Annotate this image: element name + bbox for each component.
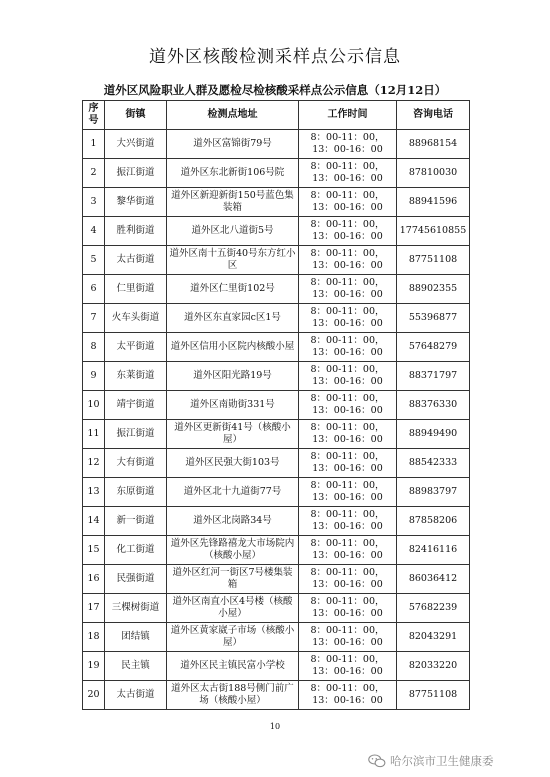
table-row bbox=[83, 623, 470, 652]
row-address: 道外区南勋街331号 bbox=[167, 391, 299, 420]
row-street: 太平街道 bbox=[105, 333, 167, 362]
row-index: 14 bbox=[83, 507, 105, 536]
row-street: 大有街道 bbox=[105, 449, 167, 478]
row-street: 火车头街道 bbox=[105, 304, 167, 333]
row-street: 振江街道 bbox=[105, 420, 167, 449]
header-hours: 工作时间 bbox=[299, 101, 397, 130]
table-row bbox=[83, 362, 470, 391]
row-phone: 88968154 bbox=[397, 130, 470, 159]
table-row bbox=[83, 507, 470, 536]
row-index: 9 bbox=[83, 362, 105, 391]
page-title: 道外区核酸检测采样点公示信息 bbox=[149, 47, 401, 67]
row-index: 10 bbox=[83, 391, 105, 420]
row-address: 道外区民主镇民富小学校 bbox=[167, 652, 299, 681]
table-row bbox=[83, 304, 470, 333]
row-index: 11 bbox=[83, 420, 105, 449]
table-row bbox=[83, 478, 470, 507]
row-address: 道外区更新街41号（核酸小屋） bbox=[167, 420, 299, 449]
row-address: 道外区新迎新街150号蓝色集装箱 bbox=[167, 188, 299, 217]
watermark bbox=[368, 750, 550, 772]
row-hours: 8：00-11：00， 13：00-16：00 bbox=[299, 478, 397, 507]
row-street: 胜利街道 bbox=[105, 217, 167, 246]
row-hours: 8：00-11：00， 13：00-16：00 bbox=[299, 420, 397, 449]
row-address: 道外区阳光路19号 bbox=[167, 362, 299, 391]
row-hours: 8：00-11：00， 13：00-16：00 bbox=[299, 362, 397, 391]
row-street: 大兴街道 bbox=[105, 130, 167, 159]
table-subtitle: 道外区风险职业人群及愿检尽检核酸采样点公示信息（12月12日） bbox=[103, 83, 447, 97]
row-address: 道外区南直小区4号楼（核酸小屋） bbox=[167, 594, 299, 623]
row-address: 道外区民强大街103号 bbox=[167, 449, 299, 478]
row-index: 8 bbox=[83, 333, 105, 362]
row-address: 道外区东北新街106号院 bbox=[167, 159, 299, 188]
row-address: 道外区北十九道街77号 bbox=[167, 478, 299, 507]
row-hours: 8：00-11：00， 13：00-16：00 bbox=[299, 217, 397, 246]
row-street: 新一街道 bbox=[105, 507, 167, 536]
row-phone: 88371797 bbox=[397, 362, 470, 391]
row-hours: 8：00-11：00， 13：00-16：00 bbox=[299, 246, 397, 275]
row-street: 靖宇街道 bbox=[105, 391, 167, 420]
row-phone: 88941596 bbox=[397, 188, 470, 217]
row-phone: 82043291 bbox=[397, 623, 470, 652]
table-row bbox=[83, 681, 470, 710]
row-street: 太古街道 bbox=[105, 681, 167, 710]
row-hours: 8：00-11：00， 13：00-16：00 bbox=[299, 333, 397, 362]
row-hours: 8：00-11：00， 13：00-16：00 bbox=[299, 449, 397, 478]
row-phone: 87751108 bbox=[397, 246, 470, 275]
table-row bbox=[83, 217, 470, 246]
row-index: 3 bbox=[83, 188, 105, 217]
row-address: 道外区富锦街79号 bbox=[167, 130, 299, 159]
row-address: 道外区黄家崴子市场（核酸小屋） bbox=[167, 623, 299, 652]
row-index: 6 bbox=[83, 275, 105, 304]
row-index: 20 bbox=[83, 681, 105, 710]
row-index: 19 bbox=[83, 652, 105, 681]
row-phone: 87858206 bbox=[397, 507, 470, 536]
row-address: 道外区北岗路34号 bbox=[167, 507, 299, 536]
row-phone: 86036412 bbox=[397, 565, 470, 594]
row-street: 民主镇 bbox=[105, 652, 167, 681]
row-index: 18 bbox=[83, 623, 105, 652]
row-phone: 17745610855 bbox=[397, 217, 470, 246]
row-hours: 8：00-11：00， 13：00-16：00 bbox=[299, 623, 397, 652]
header-index: 序号 bbox=[83, 101, 105, 130]
row-street: 太古街道 bbox=[105, 246, 167, 275]
row-phone: 57682239 bbox=[397, 594, 470, 623]
row-index: 2 bbox=[83, 159, 105, 188]
row-hours: 8：00-11：00， 13：00-16：00 bbox=[299, 275, 397, 304]
row-phone: 57648279 bbox=[397, 333, 470, 362]
header-phone: 咨询电话 bbox=[397, 101, 470, 130]
row-index: 1 bbox=[83, 130, 105, 159]
row-phone: 87810030 bbox=[397, 159, 470, 188]
row-hours: 8：00-11：00， 13：00-16：00 bbox=[299, 188, 397, 217]
row-hours: 8：00-11：00， 13：00-16：00 bbox=[299, 594, 397, 623]
row-hours: 8：00-11：00， 13：00-16：00 bbox=[299, 681, 397, 710]
row-index: 12 bbox=[83, 449, 105, 478]
row-hours: 8：00-11：00， 13：00-16：00 bbox=[299, 536, 397, 565]
row-hours: 8：00-11：00， 13：00-16：00 bbox=[299, 304, 397, 333]
row-index: 4 bbox=[83, 217, 105, 246]
row-phone: 88949490 bbox=[397, 420, 470, 449]
row-hours: 8：00-11：00， 13：00-16：00 bbox=[299, 565, 397, 594]
table-row bbox=[83, 333, 470, 362]
row-street: 民强街道 bbox=[105, 565, 167, 594]
page-number: 10 bbox=[269, 722, 281, 731]
row-address: 道外区仁里街102号 bbox=[167, 275, 299, 304]
row-street: 东莱街道 bbox=[105, 362, 167, 391]
row-index: 17 bbox=[83, 594, 105, 623]
row-phone: 87751108 bbox=[397, 681, 470, 710]
row-phone: 88542333 bbox=[397, 449, 470, 478]
table-row bbox=[83, 449, 470, 478]
row-street: 化工街道 bbox=[105, 536, 167, 565]
row-index: 15 bbox=[83, 536, 105, 565]
table-row bbox=[83, 275, 470, 304]
table-row bbox=[83, 420, 470, 449]
row-hours: 8：00-11：00， 13：00-16：00 bbox=[299, 507, 397, 536]
table-row bbox=[83, 188, 470, 217]
table-header-row bbox=[83, 101, 470, 130]
table-row bbox=[83, 565, 470, 594]
row-street: 振江街道 bbox=[105, 159, 167, 188]
sampling-sites-table bbox=[82, 100, 470, 710]
wechat-icon bbox=[368, 754, 386, 768]
row-street: 黎华街道 bbox=[105, 188, 167, 217]
row-address: 道外区太古街188号侧门前广场（核酸小屋） bbox=[167, 681, 299, 710]
row-phone: 82033220 bbox=[397, 652, 470, 681]
row-hours: 8：00-11：00， 13：00-16：00 bbox=[299, 652, 397, 681]
row-address: 道外区北八道街5号 bbox=[167, 217, 299, 246]
row-address: 道外区南十五街40号东方红小区 bbox=[167, 246, 299, 275]
row-street: 仁里街道 bbox=[105, 275, 167, 304]
row-phone: 55396877 bbox=[397, 304, 470, 333]
row-phone: 88376330 bbox=[397, 391, 470, 420]
row-index: 5 bbox=[83, 246, 105, 275]
row-address: 道外区信用小区院内核酸小屋 bbox=[167, 333, 299, 362]
table-row bbox=[83, 536, 470, 565]
row-phone: 82416116 bbox=[397, 536, 470, 565]
row-address: 道外区先锋路禧龙大市场院内（核酸小屋） bbox=[167, 536, 299, 565]
watermark-text: 哈尔滨市卫生健康委 bbox=[390, 754, 494, 768]
row-hours: 8：00-11：00， 13：00-16：00 bbox=[299, 391, 397, 420]
row-phone: 88983797 bbox=[397, 478, 470, 507]
table-row bbox=[83, 652, 470, 681]
table-row bbox=[83, 391, 470, 420]
table-row bbox=[83, 130, 470, 159]
row-index: 7 bbox=[83, 304, 105, 333]
row-address: 道外区红河一街区7号楼集装箱 bbox=[167, 565, 299, 594]
header-street: 街镇 bbox=[105, 101, 167, 130]
row-street: 东原街道 bbox=[105, 478, 167, 507]
table-row bbox=[83, 594, 470, 623]
table-row bbox=[83, 246, 470, 275]
row-hours: 8：00-11：00， 13：00-16：00 bbox=[299, 130, 397, 159]
row-street: 三棵树街道 bbox=[105, 594, 167, 623]
table-row bbox=[83, 159, 470, 188]
row-index: 16 bbox=[83, 565, 105, 594]
row-phone: 88902355 bbox=[397, 275, 470, 304]
header-address: 检测点地址 bbox=[167, 101, 299, 130]
row-hours: 8：00-11：00， 13：00-16：00 bbox=[299, 159, 397, 188]
row-index: 13 bbox=[83, 478, 105, 507]
row-street: 团结镇 bbox=[105, 623, 167, 652]
row-address: 道外区东直家园c区1号 bbox=[167, 304, 299, 333]
